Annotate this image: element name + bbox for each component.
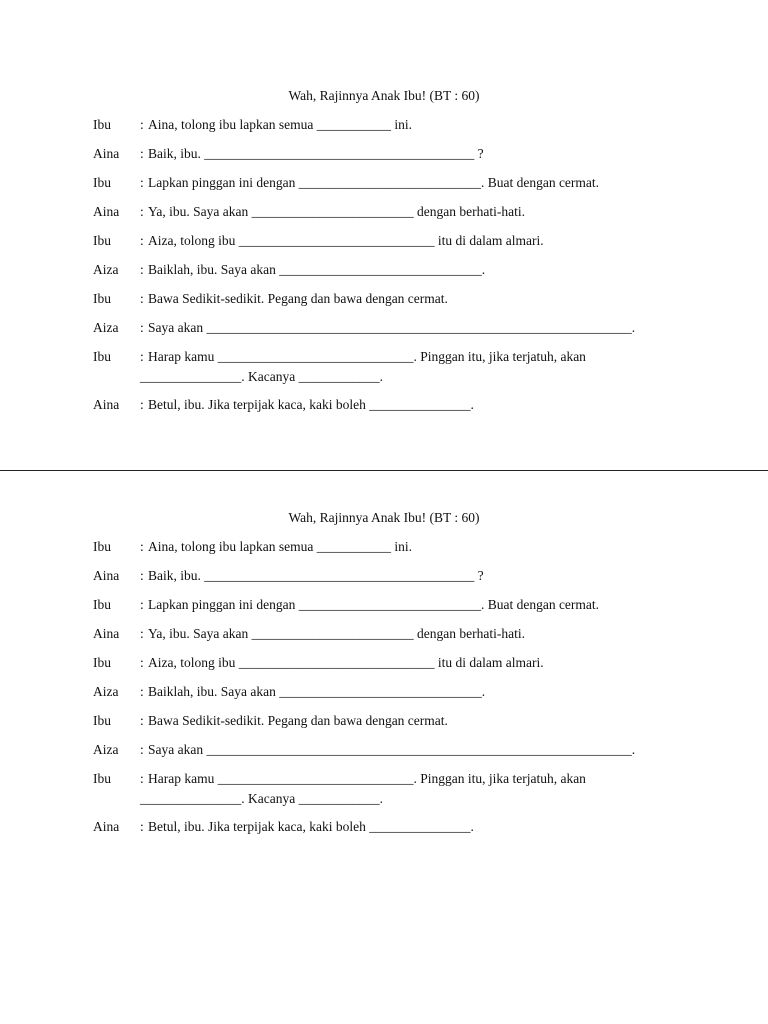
dialogue-line bbox=[0, 193, 768, 222]
dialogue-line bbox=[0, 557, 768, 586]
dialogue-text-block bbox=[140, 537, 700, 557]
dialogue-text-block bbox=[140, 595, 700, 615]
speaker-colon: : bbox=[140, 175, 144, 190]
dialogue-text-block bbox=[140, 624, 700, 644]
dialogue-text: Baik, ibu. ________________________________________ ? bbox=[148, 568, 484, 583]
dialogue-text-block bbox=[140, 682, 700, 702]
dialogue-text: Aina, tolong ibu lapkan semua ___________ ini. bbox=[148, 117, 412, 132]
dialogue-text: Baik, ibu. ________________________________________ ? bbox=[148, 146, 484, 161]
speaker-name: Ibu bbox=[93, 539, 111, 554]
dialogue-text: Harap kamu _____________________________. Pinggan itu, jika terjatuh, akan bbox=[148, 349, 586, 364]
dialogue-line bbox=[0, 808, 768, 837]
speaker-colon: : bbox=[140, 771, 144, 786]
dialogue-text: Lapkan pinggan ini dengan ___________________________. Buat dengan cermat. bbox=[148, 597, 600, 612]
speaker-name: Ibu bbox=[93, 175, 111, 190]
speaker-name: Aina bbox=[93, 819, 120, 834]
dialogue-text: Baiklah, ibu. Saya akan ______________________________. bbox=[148, 262, 486, 277]
dialogue-text: Saya akan _______________________________________________________________. bbox=[148, 320, 636, 335]
speaker-name: Ibu bbox=[93, 771, 111, 786]
dialogue-text: Betul, ibu. Jika terpijak kaca, kaki boleh _______________. bbox=[148, 819, 474, 834]
speaker-colon: : bbox=[140, 204, 144, 219]
speaker-colon: : bbox=[140, 713, 144, 728]
dialogue-line bbox=[0, 528, 768, 557]
dialogue-text-block bbox=[140, 769, 700, 809]
speaker-name: Aina bbox=[93, 626, 120, 641]
speaker-name: Ibu bbox=[93, 597, 111, 612]
dialogue-text: Aina, tolong ibu lapkan semua ___________ ini. bbox=[148, 539, 412, 554]
speaker-colon: : bbox=[140, 320, 144, 335]
speaker-name: Ibu bbox=[93, 349, 111, 364]
dialogue-text-block bbox=[140, 260, 700, 280]
speaker-colon: : bbox=[140, 146, 144, 161]
dialogue-text-continuation: _______________. Kacanya ____________. bbox=[140, 791, 383, 806]
dialogue-line bbox=[0, 386, 768, 415]
dialogue-text-block bbox=[140, 318, 700, 338]
speaker-name: Ibu bbox=[93, 117, 111, 132]
speaker-colon: : bbox=[140, 397, 144, 412]
dialogue-line bbox=[0, 280, 768, 309]
dialogue-text-block bbox=[140, 347, 700, 387]
dialogue-text: Harap kamu _____________________________. Pinggan itu, jika terjatuh, akan bbox=[148, 771, 586, 786]
speaker-name: Aiza bbox=[93, 742, 119, 757]
dialogue-text-block bbox=[140, 144, 700, 164]
speaker-colon: : bbox=[140, 291, 144, 306]
worksheet-top bbox=[0, 86, 768, 415]
speaker-name: Aiza bbox=[93, 262, 119, 277]
dialogue-text: Bawa Sedikit-sedikit. Pegang dan bawa dengan cermat. bbox=[148, 291, 448, 306]
speaker-name: Aiza bbox=[93, 684, 119, 699]
dialogue-line bbox=[0, 135, 768, 164]
dialogue-text: Saya akan _______________________________________________________________. bbox=[148, 742, 636, 757]
worksheet-bottom bbox=[0, 508, 768, 837]
speaker-colon: : bbox=[140, 233, 144, 248]
speaker-colon: : bbox=[140, 684, 144, 699]
dialogue-text: Aiza, tolong ibu _____________________________ itu di dalam almari. bbox=[148, 233, 544, 248]
speaker-name: Aina bbox=[93, 146, 120, 161]
dialogue-line bbox=[0, 731, 768, 760]
dialogue-text-block bbox=[140, 115, 700, 135]
speaker-colon: : bbox=[140, 626, 144, 641]
speaker-name: Aina bbox=[93, 397, 120, 412]
speaker-colon: : bbox=[140, 742, 144, 757]
dialogue-text-continuation: _______________. Kacanya ____________. bbox=[140, 369, 383, 384]
dialogue-text: Lapkan pinggan ini dengan ___________________________. Buat dengan cermat. bbox=[148, 175, 600, 190]
dialogue-text: Ya, ibu. Saya akan ________________________ dengan berhati-hati. bbox=[148, 626, 525, 641]
worksheet-title: Wah, Rajinnya Anak Ibu! (BT : 60) bbox=[288, 88, 480, 103]
worksheet-title: Wah, Rajinnya Anak Ibu! (BT : 60) bbox=[288, 510, 480, 525]
dialogue-line bbox=[0, 106, 768, 135]
dialogue-line bbox=[0, 644, 768, 673]
speaker-colon: : bbox=[140, 117, 144, 132]
speaker-name: Ibu bbox=[93, 291, 111, 306]
speaker-colon: : bbox=[140, 568, 144, 583]
speaker-colon: : bbox=[140, 819, 144, 834]
dialogue-text: Ya, ibu. Saya akan ________________________ dengan berhati-hati. bbox=[148, 204, 525, 219]
speaker-colon: : bbox=[140, 655, 144, 670]
speaker-name: Ibu bbox=[93, 233, 111, 248]
dialogue-text-block bbox=[140, 395, 700, 415]
dialogue-text-block bbox=[140, 173, 700, 193]
dialogue-line bbox=[0, 309, 768, 338]
dialogue-line bbox=[0, 702, 768, 731]
dialogue-text-block bbox=[140, 289, 700, 309]
dialogue-text: Betul, ibu. Jika terpijak kaca, kaki boleh _______________. bbox=[148, 397, 474, 412]
dialogue-text-block bbox=[140, 817, 700, 837]
dialogue-text-block bbox=[140, 711, 700, 731]
dialogue-line bbox=[0, 338, 768, 386]
speaker-name: Aiza bbox=[93, 320, 119, 335]
dialogue-line bbox=[0, 586, 768, 615]
cut-line-divider bbox=[0, 470, 768, 471]
dialogue-list bbox=[0, 106, 768, 415]
dialogue-text-block bbox=[140, 202, 700, 222]
dialogue-text-block bbox=[140, 653, 700, 673]
dialogue-line bbox=[0, 673, 768, 702]
speaker-colon: : bbox=[140, 539, 144, 554]
speaker-colon: : bbox=[140, 349, 144, 364]
dialogue-text-block bbox=[140, 566, 700, 586]
speaker-colon: : bbox=[140, 262, 144, 277]
dialogue-text-block bbox=[140, 231, 700, 251]
speaker-name: Aina bbox=[93, 204, 120, 219]
dialogue-line bbox=[0, 615, 768, 644]
dialogue-list bbox=[0, 528, 768, 837]
dialogue-text: Aiza, tolong ibu _____________________________ itu di dalam almari. bbox=[148, 655, 544, 670]
dialogue-text: Bawa Sedikit-sedikit. Pegang dan bawa dengan cermat. bbox=[148, 713, 448, 728]
dialogue-line bbox=[0, 251, 768, 280]
speaker-name: Aina bbox=[93, 568, 120, 583]
dialogue-text: Baiklah, ibu. Saya akan ______________________________. bbox=[148, 684, 486, 699]
dialogue-line bbox=[0, 222, 768, 251]
speaker-name: Ibu bbox=[93, 655, 111, 670]
dialogue-line bbox=[0, 164, 768, 193]
dialogue-text-block bbox=[140, 740, 700, 760]
speaker-name: Ibu bbox=[93, 713, 111, 728]
speaker-colon: : bbox=[140, 597, 144, 612]
dialogue-line bbox=[0, 760, 768, 808]
